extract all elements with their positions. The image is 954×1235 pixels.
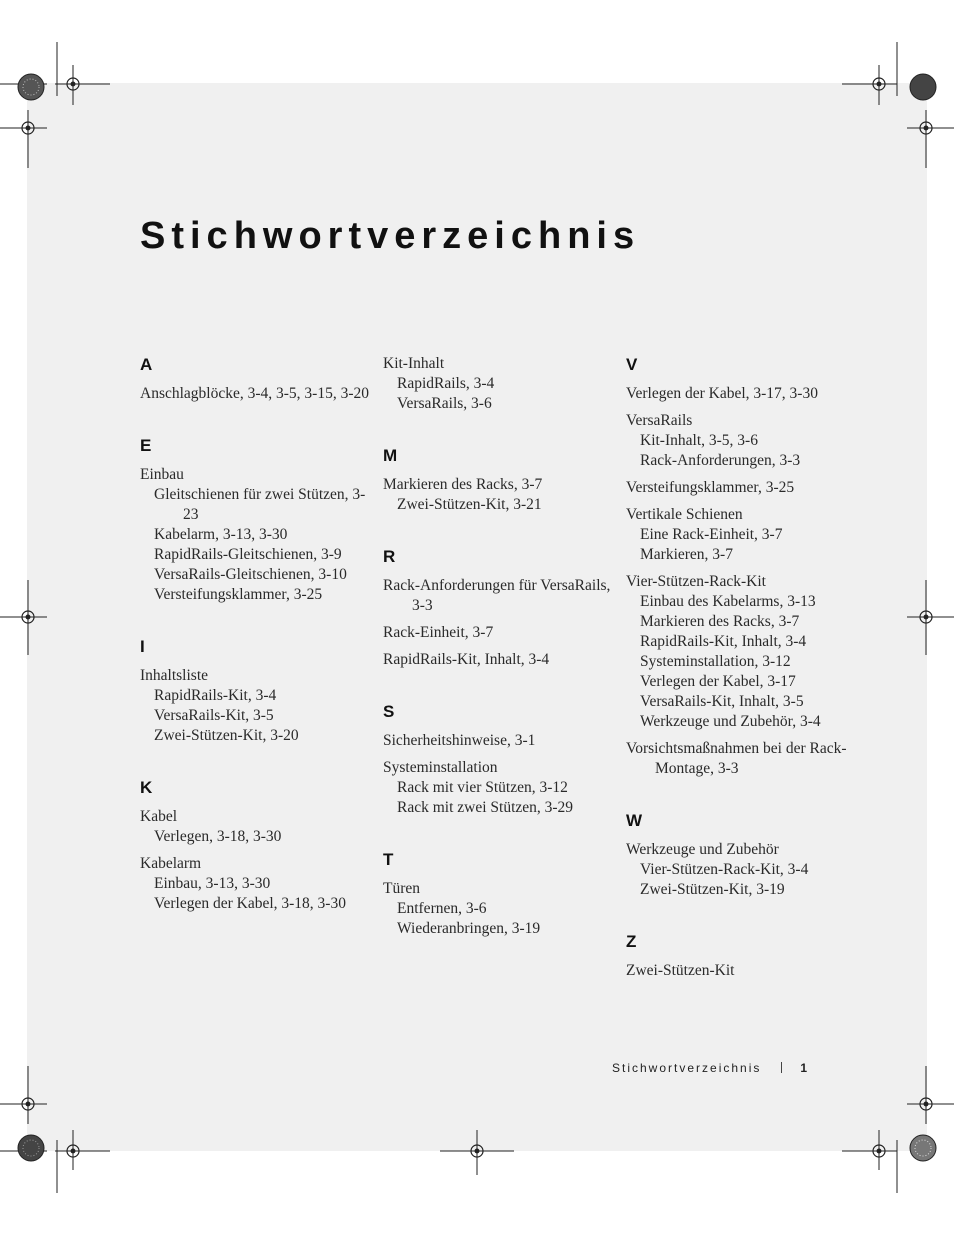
- index-entry: [626, 961, 866, 981]
- index-section: [383, 849, 615, 939]
- index-section: [626, 810, 866, 900]
- index-entry: [383, 650, 615, 670]
- index-section: [626, 931, 866, 981]
- entry-subentry: Versteifungsklammer, 3-25: [154, 586, 323, 603]
- index-section: [626, 354, 866, 779]
- index-entry: [626, 840, 866, 900]
- entry-subentry: RapidRails-Kit, Inhalt, 3-4: [640, 633, 807, 650]
- entry-heading: Werkzeuge und Zubehör: [626, 841, 779, 858]
- index-entry: [626, 505, 866, 565]
- index-entry: [383, 758, 615, 818]
- entry-subentry: Verlegen, 3-18, 3-30: [154, 828, 282, 845]
- section-letter: V: [626, 355, 638, 374]
- entry-subentry: Vier-Stützen-Rack-Kit, 3-4: [640, 861, 809, 878]
- section-letter: A: [140, 355, 153, 374]
- entry-subentry: RapidRails, 3-4: [397, 375, 495, 392]
- index-section: [140, 435, 372, 605]
- index-entry: [626, 411, 866, 471]
- entry-heading: Versteifungsklammer, 3-25: [626, 479, 795, 496]
- index-entry: [383, 475, 615, 515]
- index-entry: [626, 572, 866, 732]
- index-section: [383, 354, 615, 414]
- entry-subentry: VersaRails-Kit, Inhalt, 3-5: [640, 693, 804, 710]
- index-section: [383, 445, 615, 515]
- entry-subentry: VersaRails, 3-6: [397, 395, 492, 412]
- index-entry: [626, 739, 866, 779]
- section-letter: K: [140, 778, 153, 797]
- entry-heading: Vertikale Schienen: [626, 506, 743, 523]
- page-title: Stichwortverzeichnis: [140, 215, 641, 257]
- index-entry: [140, 666, 372, 746]
- index-section: [383, 546, 615, 670]
- entry-heading: Türen: [383, 880, 421, 897]
- entry-heading: VersaRails: [626, 412, 693, 429]
- entry-heading: Kabel: [140, 808, 178, 825]
- entry-heading: RapidRails-Kit, Inhalt, 3-4: [383, 651, 550, 668]
- index-section: [140, 636, 372, 746]
- entry-subentry: Zwei-Stützen-Kit, 3-20: [154, 727, 299, 744]
- entry-heading: Kabelarm: [140, 855, 202, 872]
- entry-subentry: Entfernen, 3-6: [397, 900, 487, 917]
- index-entry: [626, 478, 866, 498]
- entry-subentry: Verlegen der Kabel, 3-17: [640, 673, 796, 690]
- section-letter: T: [383, 850, 394, 869]
- entry-subentry: Wiederanbringen, 3-19: [397, 920, 541, 937]
- entry-subentry: Rack mit zwei Stützen, 3-29: [397, 799, 574, 816]
- index-column: [383, 354, 615, 970]
- entry-heading: Anschlagblöcke, 3-4, 3-5, 3-15, 3-20: [140, 385, 370, 402]
- section-letter: W: [626, 811, 643, 830]
- entry-subentry: Gleitschienen für zwei Stützen, 3-23: [154, 486, 366, 523]
- index-entry: [383, 623, 615, 643]
- index-section: [140, 777, 372, 914]
- entry-heading: Zwei-Stützen-Kit: [626, 962, 735, 979]
- entry-subentry: Zwei-Stützen-Kit, 3-21: [397, 496, 542, 513]
- entry-subentry: Einbau, 3-13, 3-30: [154, 875, 271, 892]
- index-entry: [140, 465, 372, 605]
- page-footer: [612, 1061, 807, 1075]
- entry-subentry: Systeminstallation, 3-12: [640, 653, 791, 670]
- entry-subentry: Kabelarm, 3-13, 3-30: [154, 526, 288, 543]
- page-number: 1: [800, 1061, 808, 1075]
- entry-subentry: VersaRails-Kit, 3-5: [154, 707, 274, 724]
- section-letter: Z: [626, 932, 637, 951]
- footer-section-title: Stichwortverzeichnis: [612, 1061, 762, 1075]
- entry-heading: Inhaltsliste: [140, 667, 209, 684]
- index-entry: [383, 576, 615, 616]
- entry-subentry: RapidRails-Gleitschienen, 3-9: [154, 546, 342, 563]
- entry-subentry: VersaRails-Gleitschienen, 3-10: [154, 566, 347, 583]
- entry-heading: Verlegen der Kabel, 3-17, 3-30: [626, 385, 818, 402]
- entry-heading: Sicherheitshinweise, 3-1: [383, 732, 536, 749]
- entry-subentry: Rack-Anforderungen, 3-3: [640, 452, 801, 469]
- index-section: [140, 354, 372, 404]
- entry-heading: Markieren des Racks, 3-7: [383, 476, 543, 493]
- entry-heading: Vier-Stützen-Rack-Kit: [626, 573, 766, 590]
- section-letter: E: [140, 436, 152, 455]
- entry-heading: Rack-Einheit, 3-7: [383, 624, 494, 641]
- index-column: [140, 354, 372, 945]
- entry-heading: Rack-Anforderungen für VersaRails, 3-3: [383, 577, 611, 614]
- index-entry: [383, 879, 615, 939]
- section-letter: I: [140, 637, 145, 656]
- entry-subentry: Markieren, 3-7: [640, 546, 733, 563]
- entry-subentry: Rack mit vier Stützen, 3-12: [397, 779, 568, 796]
- entry-heading: Kit-Inhalt: [383, 355, 445, 372]
- index-column: [626, 354, 866, 1012]
- section-letter: M: [383, 446, 398, 465]
- index-entry: [383, 731, 615, 751]
- entry-subentry: Werkzeuge und Zubehör, 3-4: [640, 713, 821, 730]
- footer-divider: [781, 1062, 782, 1073]
- entry-subentry: Markieren des Racks, 3-7: [640, 613, 800, 630]
- index-entry: [626, 384, 866, 404]
- entry-subentry: RapidRails-Kit, 3-4: [154, 687, 277, 704]
- entry-subentry: Kit-Inhalt, 3-5, 3-6: [640, 432, 758, 449]
- index-entry: [140, 807, 372, 847]
- entry-subentry: Eine Rack-Einheit, 3-7: [640, 526, 783, 543]
- entry-heading: Vorsichtsmaßnahmen bei der Rack-Montage, 3-3: [626, 740, 847, 777]
- index-entry: [140, 384, 372, 404]
- section-letter: S: [383, 702, 395, 721]
- section-letter: R: [383, 547, 396, 566]
- entry-subentry: Zwei-Stützen-Kit, 3-19: [640, 881, 785, 898]
- entry-heading: Einbau: [140, 466, 184, 483]
- index-entry: [383, 354, 615, 414]
- entry-subentry: Verlegen der Kabel, 3-18, 3-30: [154, 895, 346, 912]
- index-section: [383, 701, 615, 818]
- index-entry: [140, 854, 372, 914]
- entry-subentry: Einbau des Kabelarms, 3-13: [640, 593, 816, 610]
- entry-heading: Systeminstallation: [383, 759, 498, 776]
